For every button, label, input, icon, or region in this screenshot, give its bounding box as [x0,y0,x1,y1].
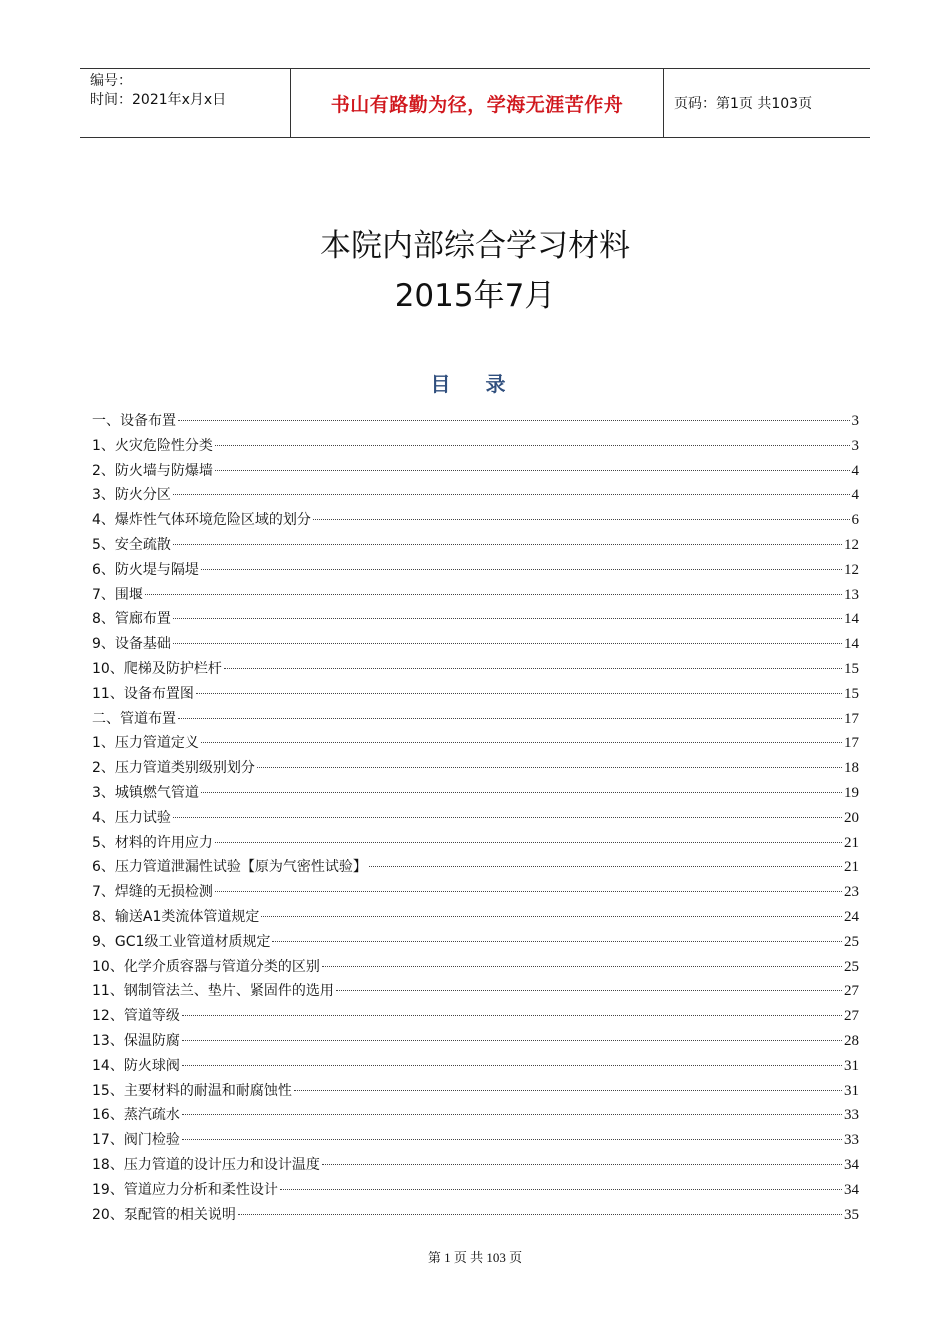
toc-entry[interactable] [92,1153,859,1178]
toc-entry-page: 15 [844,660,859,677]
toc-entry-page: 14 [844,611,859,628]
toc-dot-leader [182,1040,842,1041]
toc-entry-page: 3 [851,413,859,429]
document-title: 本院内部综合学习材料 [320,228,630,264]
toc-dot-leader [145,594,842,595]
toc-entry[interactable] [92,434,859,459]
toc-entry[interactable] [92,508,859,533]
toc-entry[interactable] [92,1178,859,1203]
toc-entry-page: 34 [844,1156,859,1173]
toc-dot-leader [215,470,850,471]
toc-entry-page: 21 [844,859,859,876]
toc-dot-leader [173,618,842,619]
toc-dot-leader [322,1164,842,1165]
toc-entry[interactable] [92,583,859,608]
toc-entry-label: 1、火灾危险性分类 [92,437,213,454]
toc-dot-leader [261,916,842,917]
toc-entry-label: 14、防火球阀 [92,1057,180,1074]
toc-entry-label: 1、压力管道定义 [92,735,199,752]
toc-entry-label: 11、钢制管法兰、垫片、紧固件的选用 [92,983,334,1000]
toc-entry-label: 12、管道等级 [92,1008,180,1025]
toc-entry-page: 33 [844,1107,859,1124]
toc-entry-label: 3、城镇燃气管道 [92,784,199,801]
toc-dot-leader [215,891,842,892]
toc-entry-label: 8、输送A1类流体管道规定 [92,908,260,925]
toc-entry[interactable] [92,781,859,806]
toc-dot-leader [201,569,842,570]
toc-entry-page: 24 [844,908,859,925]
toc-entry-label: 6、防火堤与隔堤 [92,561,199,578]
toc-dot-leader [238,1214,842,1215]
toc-entry-page: 27 [844,983,859,1000]
toc-dot-leader [178,718,842,719]
toc-entry-label: 16、蒸汽疏水 [92,1107,180,1124]
toc-dot-leader [280,1189,842,1190]
toc-entry-label: 一、设备布置 [92,413,176,429]
toc-dot-leader [173,643,842,644]
toc-entry[interactable] [92,1054,859,1079]
toc-dot-leader [224,668,842,669]
toc-entry[interactable] [92,483,859,508]
toc-entry-page: 6 [851,512,859,529]
toc-dot-leader [173,544,842,545]
toc-entry-page: 12 [844,536,859,553]
toc-entry-page: 27 [844,1008,859,1025]
table-of-contents [92,409,859,1227]
toc-entry[interactable] [92,731,859,756]
toc-dot-leader [313,519,850,520]
toc-entry-label: 3、防火分区 [92,487,171,504]
toc-entry-label: 10、爬梯及防护栏杆 [92,660,222,677]
toc-entry-label: 19、管道应力分析和柔性设计 [92,1181,278,1198]
toc-entry-page: 18 [844,760,859,777]
toc-entry-page: 12 [844,561,859,578]
toc-entry-label: 7、焊缝的无损检测 [92,884,213,901]
toc-entry-page: 4 [851,462,859,479]
toc-dot-leader [182,1015,842,1016]
toc-entry-page: 14 [844,636,859,653]
toc-entry[interactable] [92,880,859,905]
toc-heading: 目 录 [430,372,520,396]
toc-entry-label: 二、管道布置 [92,710,176,727]
time-label: 时间：2021年x月x日 [90,92,227,108]
toc-entry-page: 17 [844,710,859,727]
toc-dot-leader [336,990,842,991]
toc-entry-page: 4 [851,487,859,504]
toc-entry[interactable] [92,632,859,657]
toc-entry-page: 21 [844,834,859,851]
toc-entry[interactable] [92,1079,859,1104]
toc-dot-leader [294,1090,842,1091]
toc-dot-leader [257,767,842,768]
header-meta-cell [80,69,290,137]
toc-entry[interactable] [92,533,859,558]
toc-dot-leader [201,792,842,793]
toc-dot-leader [322,966,842,967]
toc-entry[interactable] [92,905,859,930]
toc-dot-leader [178,420,850,421]
toc-entry-page: 28 [844,1032,859,1049]
toc-entry-page: 23 [844,884,859,901]
toc-entry[interactable] [92,459,859,484]
toc-entry-label: 9、GC1级工业管道材质规定 [92,933,271,950]
toc-entry-label: 13、保温防腐 [92,1032,180,1049]
toc-entry[interactable] [92,657,859,682]
toc-entry-page: 31 [844,1082,859,1099]
toc-entry-page: 19 [844,784,859,801]
toc-entry[interactable] [92,930,859,955]
toc-entry-label: 15、主要材料的耐温和耐腐蚀性 [92,1082,292,1099]
toc-dot-leader [182,1065,842,1066]
toc-entry-page: 17 [844,735,859,752]
toc-entry-label: 5、安全疏散 [92,536,171,553]
toc-entry-page: 25 [844,933,859,950]
toc-entry-label: 7、围堰 [92,586,143,603]
toc-dot-leader [182,1114,842,1115]
toc-entry[interactable] [92,1103,859,1128]
number-label: 编号： [90,73,132,89]
toc-entry-label: 9、设备基础 [92,636,171,653]
toc-entry-label: 2、压力管道类别级别划分 [92,760,255,777]
toc-entry[interactable] [92,1203,859,1228]
toc-entry[interactable] [92,682,859,707]
toc-entry[interactable] [92,955,859,980]
toc-entry[interactable] [92,855,859,880]
toc-entry-label: 11、设备布置图 [92,685,194,702]
toc-entry-label: 4、压力试验 [92,809,171,826]
toc-entry[interactable] [92,831,859,856]
toc-entry[interactable] [92,707,859,732]
toc-entry-label: 20、泵配管的相关说明 [92,1206,236,1223]
toc-entry[interactable] [92,1004,859,1029]
toc-entry-label: 8、管廊布置 [92,611,171,628]
toc-entry-label: 17、阀门检验 [92,1132,180,1149]
toc-entry-page: 13 [844,586,859,603]
toc-entry-page: 20 [844,809,859,826]
toc-entry[interactable] [92,409,859,434]
toc-dot-leader [173,817,842,818]
toc-entry[interactable] [92,979,859,1004]
toc-entry-page: 34 [844,1181,859,1198]
toc-entry[interactable] [92,558,859,583]
toc-entry-label: 18、压力管道的设计压力和设计温度 [92,1156,320,1173]
toc-entry-label: 4、爆炸性气体环境危险区域的划分 [92,512,311,529]
page-footer: 第 1 页 共 103 页 [427,1250,523,1265]
toc-entry[interactable] [92,756,859,781]
toc-dot-leader [201,742,842,743]
toc-entry-page: 3 [851,437,859,454]
toc-entry-label: 2、防火墙与防爆墙 [92,462,213,479]
toc-entry[interactable] [92,1029,859,1054]
toc-entry-page: 15 [844,685,859,702]
toc-entry[interactable] [92,806,859,831]
toc-dot-leader [182,1139,842,1140]
toc-entry-label: 6、压力管道泄漏性试验【原为气密性试验】 [92,859,367,876]
toc-entry-page: 33 [844,1132,859,1149]
toc-entry-page: 25 [844,958,859,975]
document-header-table [80,68,870,138]
toc-dot-leader [196,693,842,694]
toc-entry-label: 5、材料的许用应力 [92,834,213,851]
document-date: 2015年7月 [394,278,556,314]
toc-dot-leader [369,866,842,867]
toc-entry[interactable] [92,1128,859,1153]
toc-dot-leader [215,445,850,446]
toc-dot-leader [173,494,850,495]
toc-entry-page: 31 [844,1057,859,1074]
page-info: 页码：第1页 共103页 [674,96,813,112]
motto: 书山有路勤为径，学海无涯苦作舟 [290,69,664,137]
toc-entry[interactable] [92,607,859,632]
toc-entry-label: 10、化学介质容器与管道分类的区别 [92,958,320,975]
toc-dot-leader [272,941,842,942]
toc-dot-leader [215,842,842,843]
toc-entry-page: 35 [844,1206,859,1223]
